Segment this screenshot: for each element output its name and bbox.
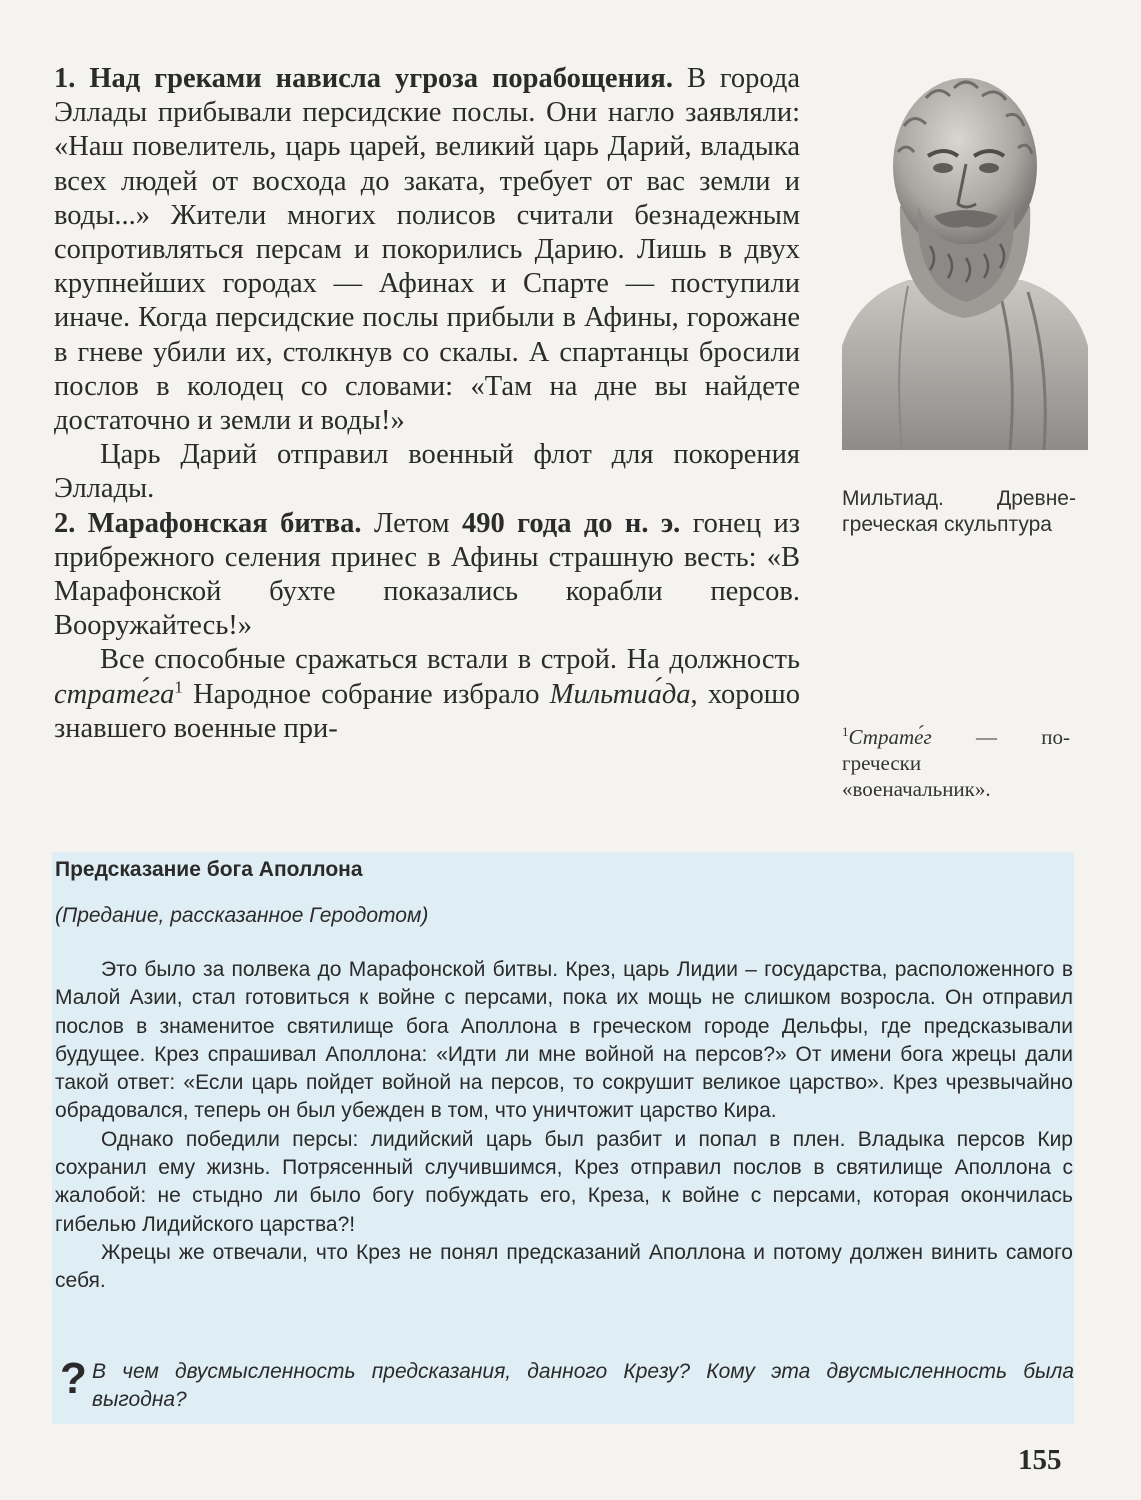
box-paragraph: Это было за полвека до Марафонской битвы. Крез, царь Лидии – государства, расположенного в Малой Азии, стал готовиться к войне с персами, пока их мощь не слишком возросла. Он отправил послов в знаменитое святилище бога Аполлона в греческом городе Дельфы, где предсказывали будущее. Крез спрашивал Аполлона: «Идти ли мне войной на персов?» От имени бога жрецы дали такой ответ: «Если царь пойдет войной на персов, то сокрушит великое царство». Крез чрезвычайно обрадовался, теперь он был убежден в том, что уничтожит царство Кира. (55, 958, 1073, 1123)
main-text (54, 62, 800, 746)
footnote-term: Страте́г (848, 725, 932, 749)
figure-caption: Мильтиад. Древнегреческая скульптура (842, 487, 1076, 536)
term-strateg: страте́га (54, 678, 175, 710)
box-paragraph: Жрецы же отвечали, что Крез не понял предсказаний Аполлона и потому должен винить самого себя. (55, 1240, 1073, 1293)
miltiades-bust-image (838, 56, 1092, 450)
box-body (55, 956, 1073, 1296)
year-highlight: 490 года до н. э. (461, 507, 681, 539)
paragraph-3: 2. Марафонская битва. Летом 490 года до н. э. гонец из прибрежного селения принес в Афины страшную весть: «В Марафонской бухте показались корабли персов. Вооружайтесь!» (54, 507, 800, 642)
paragraph-2: Царь Дарий отправил военный флот для покорения Эллады. (54, 439, 800, 505)
question-icon: ? (60, 1354, 87, 1403)
box-paragraph: Однако победили персы: лидийский царь был разбит и попал в плен. Владыка персов Кир сохранил ему жизнь. Потрясенный случившимся, Крез отправил послов в святилище Аполлона с жалобой: не стыдно ли было богу побуждать его, Креза, к войне с персами, которая окончилась гибелью Лидийского царства?! (55, 1127, 1073, 1236)
footnote: $^1$Страте́г — по-гречески «военачальник». (842, 724, 1070, 801)
name-miltiades: Мильтиа́да (549, 678, 691, 710)
page-number: 155 (1018, 1444, 1062, 1476)
section-1-heading: 1. Над греками нависла угроза порабощения. (54, 63, 673, 94)
paragraph-1: 1. Над греками нависла угроза порабощения. В города Эллады прибывали персидские послы. Они нагло заявляли: «Наш повелитель, царь царей, великий царь Дарий, владыка всех людей от восхода до заката, требует от вас земли и воды...» Жители многих полисов считали безнадежным сопротивляться персам и покорились Дарию. Лишь в двух крупнейших городах — Афинах и Спарте — поступили иначе. Когда персидские послы прибыли в Афины, горожане в гневе убили их, столкнув со скалы. А спартанцы бросили послов в колодец со словами: «Там на дне вы найдете достаточно и земли и воды!» (54, 63, 800, 437)
question-text: В чем двусмысленность предсказания, данного Крезу? Кому эта двусмысленность была выгодна? (92, 1360, 1074, 1412)
box-subtitle: (Предание, рассказанное Геродотом) (55, 904, 429, 927)
paragraph-4: Все способные сражаться встали в строй. На должность $страте́га^1$ Народное собрание избрало Мильтиа́да, хорошо знавшего военные при- (54, 644, 800, 744)
section-2-heading: 2. Марафонская битва. (54, 507, 362, 539)
box-title: Предсказание бога Аполлона (55, 858, 363, 881)
footnote-marker: 1 (174, 677, 183, 697)
